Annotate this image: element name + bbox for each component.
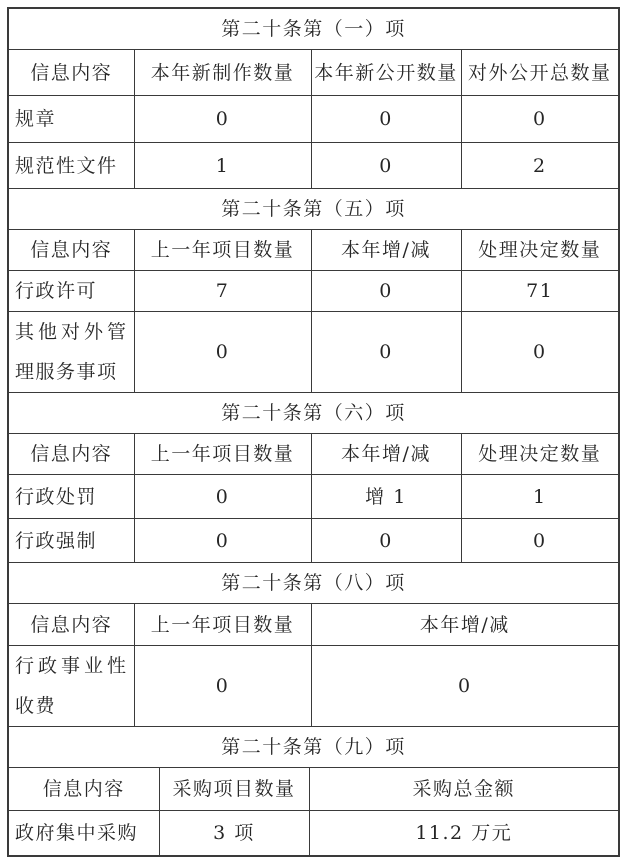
section-1-title: 第二十条第（一）项	[8, 8, 619, 50]
row-label: 规章	[8, 96, 134, 143]
section-3-title: 第二十条第（六）项	[8, 393, 619, 434]
section-5-title: 第二十条第（九）项	[8, 727, 619, 768]
section-4-column-header: 信息内容	[8, 604, 134, 646]
section-2-title-row	[8, 189, 619, 230]
cell-value: 0	[134, 96, 311, 143]
table-row	[8, 143, 619, 189]
cell-value: 7	[134, 271, 311, 312]
cell-value: 0	[311, 646, 619, 727]
section-3-title-row	[8, 393, 619, 434]
section-4-title-row	[8, 563, 619, 604]
cell-value: 0	[461, 312, 619, 393]
section-1-column-header: 对外公开总数量	[461, 50, 619, 96]
section-3-header-row	[8, 434, 619, 475]
section-5-column-header: 采购项目数量	[159, 768, 309, 811]
section-1-column-header: 本年新制作数量	[134, 50, 311, 96]
cell-value: 71	[461, 271, 619, 312]
cell-value: 0	[311, 519, 461, 563]
section-1-column-header: 信息内容	[8, 50, 134, 96]
cell-value: 0	[311, 96, 461, 143]
section-5-title-row	[8, 727, 619, 768]
section-2-title: 第二十条第（五）项	[8, 189, 619, 230]
section-3-column-header: 上一年项目数量	[134, 434, 311, 475]
disclosure-statistics-table	[7, 7, 620, 857]
cell-value: 0	[134, 646, 311, 727]
cell-value: 0	[134, 312, 311, 393]
cell-value: 1	[461, 475, 619, 519]
section-5-column-header: 信息内容	[8, 768, 159, 811]
cell-value: 3 项	[159, 811, 309, 856]
row-label: 行政处罚	[8, 475, 134, 519]
row-label: 行政事业性收费	[8, 646, 134, 727]
section-2-column-header: 信息内容	[8, 230, 134, 271]
section-3-column-header: 处理决定数量	[461, 434, 619, 475]
table-row	[8, 96, 619, 143]
cell-value: 11.2 万元	[309, 811, 619, 856]
row-label: 行政强制	[8, 519, 134, 563]
cell-value: 0	[461, 519, 619, 563]
table-row	[8, 811, 619, 856]
table-row	[8, 271, 619, 312]
section-4-column-header: 上一年项目数量	[134, 604, 311, 646]
section-3-column-header: 信息内容	[8, 434, 134, 475]
section-2-column-header: 处理决定数量	[461, 230, 619, 271]
section-5-header-row	[8, 768, 619, 811]
cell-value: 0	[311, 143, 461, 189]
section-5-column-header: 采购总金额	[309, 768, 619, 811]
row-label: 规范性文件	[8, 143, 134, 189]
cell-value: 0	[311, 271, 461, 312]
row-label: 行政许可	[8, 271, 134, 312]
section-1-header-row	[8, 50, 619, 96]
cell-value: 2	[461, 143, 619, 189]
section-2-column-header: 上一年项目数量	[134, 230, 311, 271]
row-label: 政府集中采购	[8, 811, 159, 856]
table-row	[8, 646, 619, 727]
row-label: 其他对外管理服务事项	[8, 312, 134, 393]
section-2-header-row	[8, 230, 619, 271]
cell-value: 增 1	[311, 475, 461, 519]
section-1-column-header: 本年新公开数量	[311, 50, 461, 96]
section-1-title-row	[8, 8, 619, 50]
table-row	[8, 519, 619, 563]
section-4-header-row	[8, 604, 619, 646]
cell-value: 0	[134, 475, 311, 519]
table-row	[8, 475, 619, 519]
section-4-column-header: 本年增/减	[311, 604, 619, 646]
section-4-title: 第二十条第（八）项	[8, 563, 619, 604]
cell-value: 0	[134, 519, 311, 563]
section-3-column-header: 本年增/减	[311, 434, 461, 475]
section-2-column-header: 本年增/减	[311, 230, 461, 271]
cell-value: 1	[134, 143, 311, 189]
cell-value: 0	[461, 96, 619, 143]
cell-value: 0	[311, 312, 461, 393]
table-row	[8, 312, 619, 393]
